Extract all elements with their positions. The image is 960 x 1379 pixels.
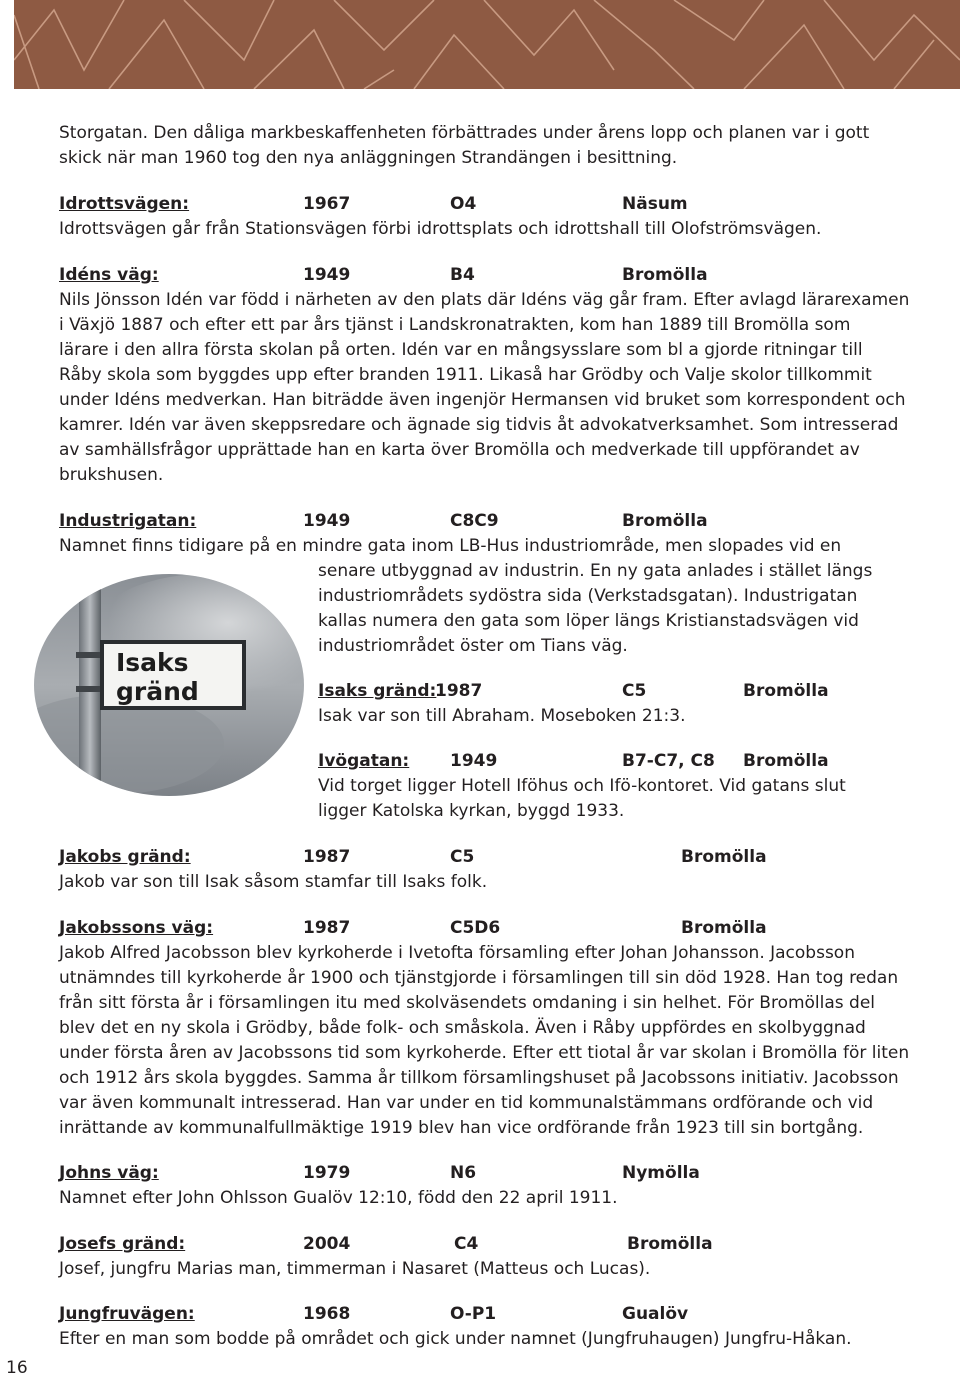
sign-line-2: gränd (116, 677, 199, 706)
street-name: Jungfruvägen: (59, 1304, 195, 1324)
entry-text-line: i Växjö 1887 och efter ett par års tjänst i Landskronatrakten, kom han 1889 till Bromölla som (59, 315, 851, 335)
sign-line-1: Isaks (116, 648, 189, 677)
page-number: 16 (6, 1358, 28, 1378)
street-place: Näsum (622, 194, 688, 214)
street-grid: N6 (450, 1163, 477, 1183)
entry-text-line: och 1912 års skola byggdes. Samma år tillkom församlingshuset på Jacobssons initiativ. Jacobsson (59, 1068, 899, 1088)
entry-text-line: kamrer. Idén var även skeppsredare och ägnade sig tidvis åt advokatverksamhet. Som intresserad (59, 415, 899, 435)
street-year: 1949 (303, 511, 351, 531)
street-grid: O4 (450, 194, 477, 214)
entry-text-line: Isak var son till Abraham. Moseboken 21:3. (318, 706, 686, 726)
entry-text-line: brukshusen. (59, 465, 164, 485)
street-grid: O-P1 (450, 1304, 497, 1324)
street-grid: B4 (450, 265, 475, 285)
street-name: Idrottsvägen: (59, 194, 190, 214)
entry-text-line: från sitt första år i församlingen itu med skolväsendets omdaning i sin helhet. För Bromöllas del (59, 993, 876, 1013)
street-year: 1987 (435, 681, 483, 701)
street-place: Bromölla (743, 681, 829, 701)
entry-text-line: lärare i den allra första skolan på orten. Idén var en mångsysslare som bl a gjorde ritningar till (59, 340, 863, 360)
entry-text-line: var även kommunalt intresserad. Han var under en tid kommunalstämmans ordförande och vid (59, 1093, 874, 1113)
entry-text-line: Efter en man som bodde på området och gick under namnet (Jungfruhaugen) Jungfru-Håkan. (59, 1329, 852, 1349)
street-grid: C4 (454, 1234, 479, 1254)
entry-text-line: Vid torget ligger Hotell Iföhus och Ifö-kontoret. Vid gatans slut (318, 776, 846, 796)
street-grid: C8C9 (450, 511, 499, 531)
entry-text-line: senare utbyggnad av industrin. En ny gata anlades i stället längs (318, 561, 873, 581)
street-place: Bromölla (622, 265, 708, 285)
street-grid: C5 (622, 681, 647, 701)
entry-text-line: under Idéns medverkan. Han biträdde även ingenjör Hermansen vid bruket som korrespondent och (59, 390, 906, 410)
entry-text-line: utnämndes till kyrkoherde år 1900 och tjänstgjorde i församlingen till sin död 1928. Han tog redan (59, 968, 899, 988)
street-year: 1949 (450, 751, 498, 771)
street-name: Idéns väg: (59, 265, 159, 285)
street-grid: B7-C7, C8 (622, 751, 715, 771)
street-year: 2004 (303, 1234, 351, 1254)
entry-text-line: inrättande av kommunalfullmäktige 1919 blev han vice ordförande från 1923 till sin bortgång. (59, 1118, 864, 1138)
street-place: Gualöv (622, 1304, 689, 1324)
entry-text-line: Josef, jungfru Marias man, timmerman i Nasaret (Matteus och Lucas). (59, 1259, 651, 1279)
entry-text-line: kallas numera den gata som löper längs Kristianstadsvägen vid (318, 611, 859, 631)
street-year: 1987 (303, 918, 351, 938)
street-name: Industrigatan: (59, 511, 197, 531)
entry-text-line: Idrottsvägen går från Stationsvägen förbi idrottsplats och idrottshall till Olofströmsvägen. (59, 219, 822, 239)
street-name: Ivögatan: (318, 751, 410, 771)
entry-text-line: Namnet finns tidigare på en mindre gata inom LB-Hus industriområde, men slopades vid en (59, 536, 842, 556)
entry-text-line: av samhällsfrågor upprättade han en karta över Bromölla och medverkade till uppförandet av (59, 440, 860, 460)
entry-text-line: industriområdets sydöstra sida (Verkstadsgatan). Industrigatan (318, 586, 858, 606)
entry-text-line: Jakob var son till Isak såsom stamfar till Isaks folk. (59, 872, 488, 892)
street-year: 1987 (303, 847, 351, 867)
street-year: 1949 (303, 265, 351, 285)
entry-text-line: blev det en ny skola i Grödby, både folk- och småskola. Även i Råby uppfördes en skolbyggnad (59, 1018, 866, 1038)
street-name: Jakobssons väg: (59, 918, 214, 938)
entry-text-line: Namnet efter John Ohlsson Gualöv 12:10, född den 22 april 1911. (59, 1188, 618, 1208)
entry-text-line: ligger Katolska kyrkan, byggd 1933. (318, 801, 625, 821)
entry-text-line: Nils Jönsson Idén var född i närheten av den plats där Idéns väg går fram. Efter avlagd lärarexamen (59, 290, 910, 310)
street-year: 1968 (303, 1304, 351, 1324)
street-place: Bromölla (622, 511, 708, 531)
street-grid: C5 (450, 847, 475, 867)
entry-text-line: Råby skola som byggdes upp efter branden 1911. Likaså har Grödby och Valje skolor tillkommit (59, 365, 872, 385)
entry-text-line: under första åren av Jacobssons tid som kyrkoherde. Efter ett tiotal år var skolan i Bromölla för liten (59, 1043, 910, 1063)
street-place: Bromölla (681, 847, 767, 867)
street-year: 1967 (303, 194, 351, 214)
street-place: Bromölla (743, 751, 829, 771)
entry-text-line: Jakob Alfred Jacobsson blev kyrkoherde i Ivetofta församling efter Johan Johansson. Jacobsson (59, 943, 855, 963)
street-place: Bromölla (681, 918, 767, 938)
street-grid: C5D6 (450, 918, 501, 938)
street-name: Isaks gränd: (318, 681, 437, 701)
street-year: 1979 (303, 1163, 351, 1183)
intro-line-2: skick när man 1960 tog den nya anläggningen Strandängen i besittning. (59, 148, 678, 168)
street-name: Jakobs gränd: (59, 847, 191, 867)
intro-line-1: Storgatan. Den dåliga markbeskaffenheten förbättrades under årens lopp och planen var i gott (59, 123, 870, 143)
street-name: Johns väg: (59, 1163, 159, 1183)
street-name: Josefs gränd: (59, 1234, 186, 1254)
street-place: Nymölla (622, 1163, 700, 1183)
entry-text-line: industriområdet öster om Tians väg. (318, 636, 628, 656)
street-place: Bromölla (627, 1234, 713, 1254)
